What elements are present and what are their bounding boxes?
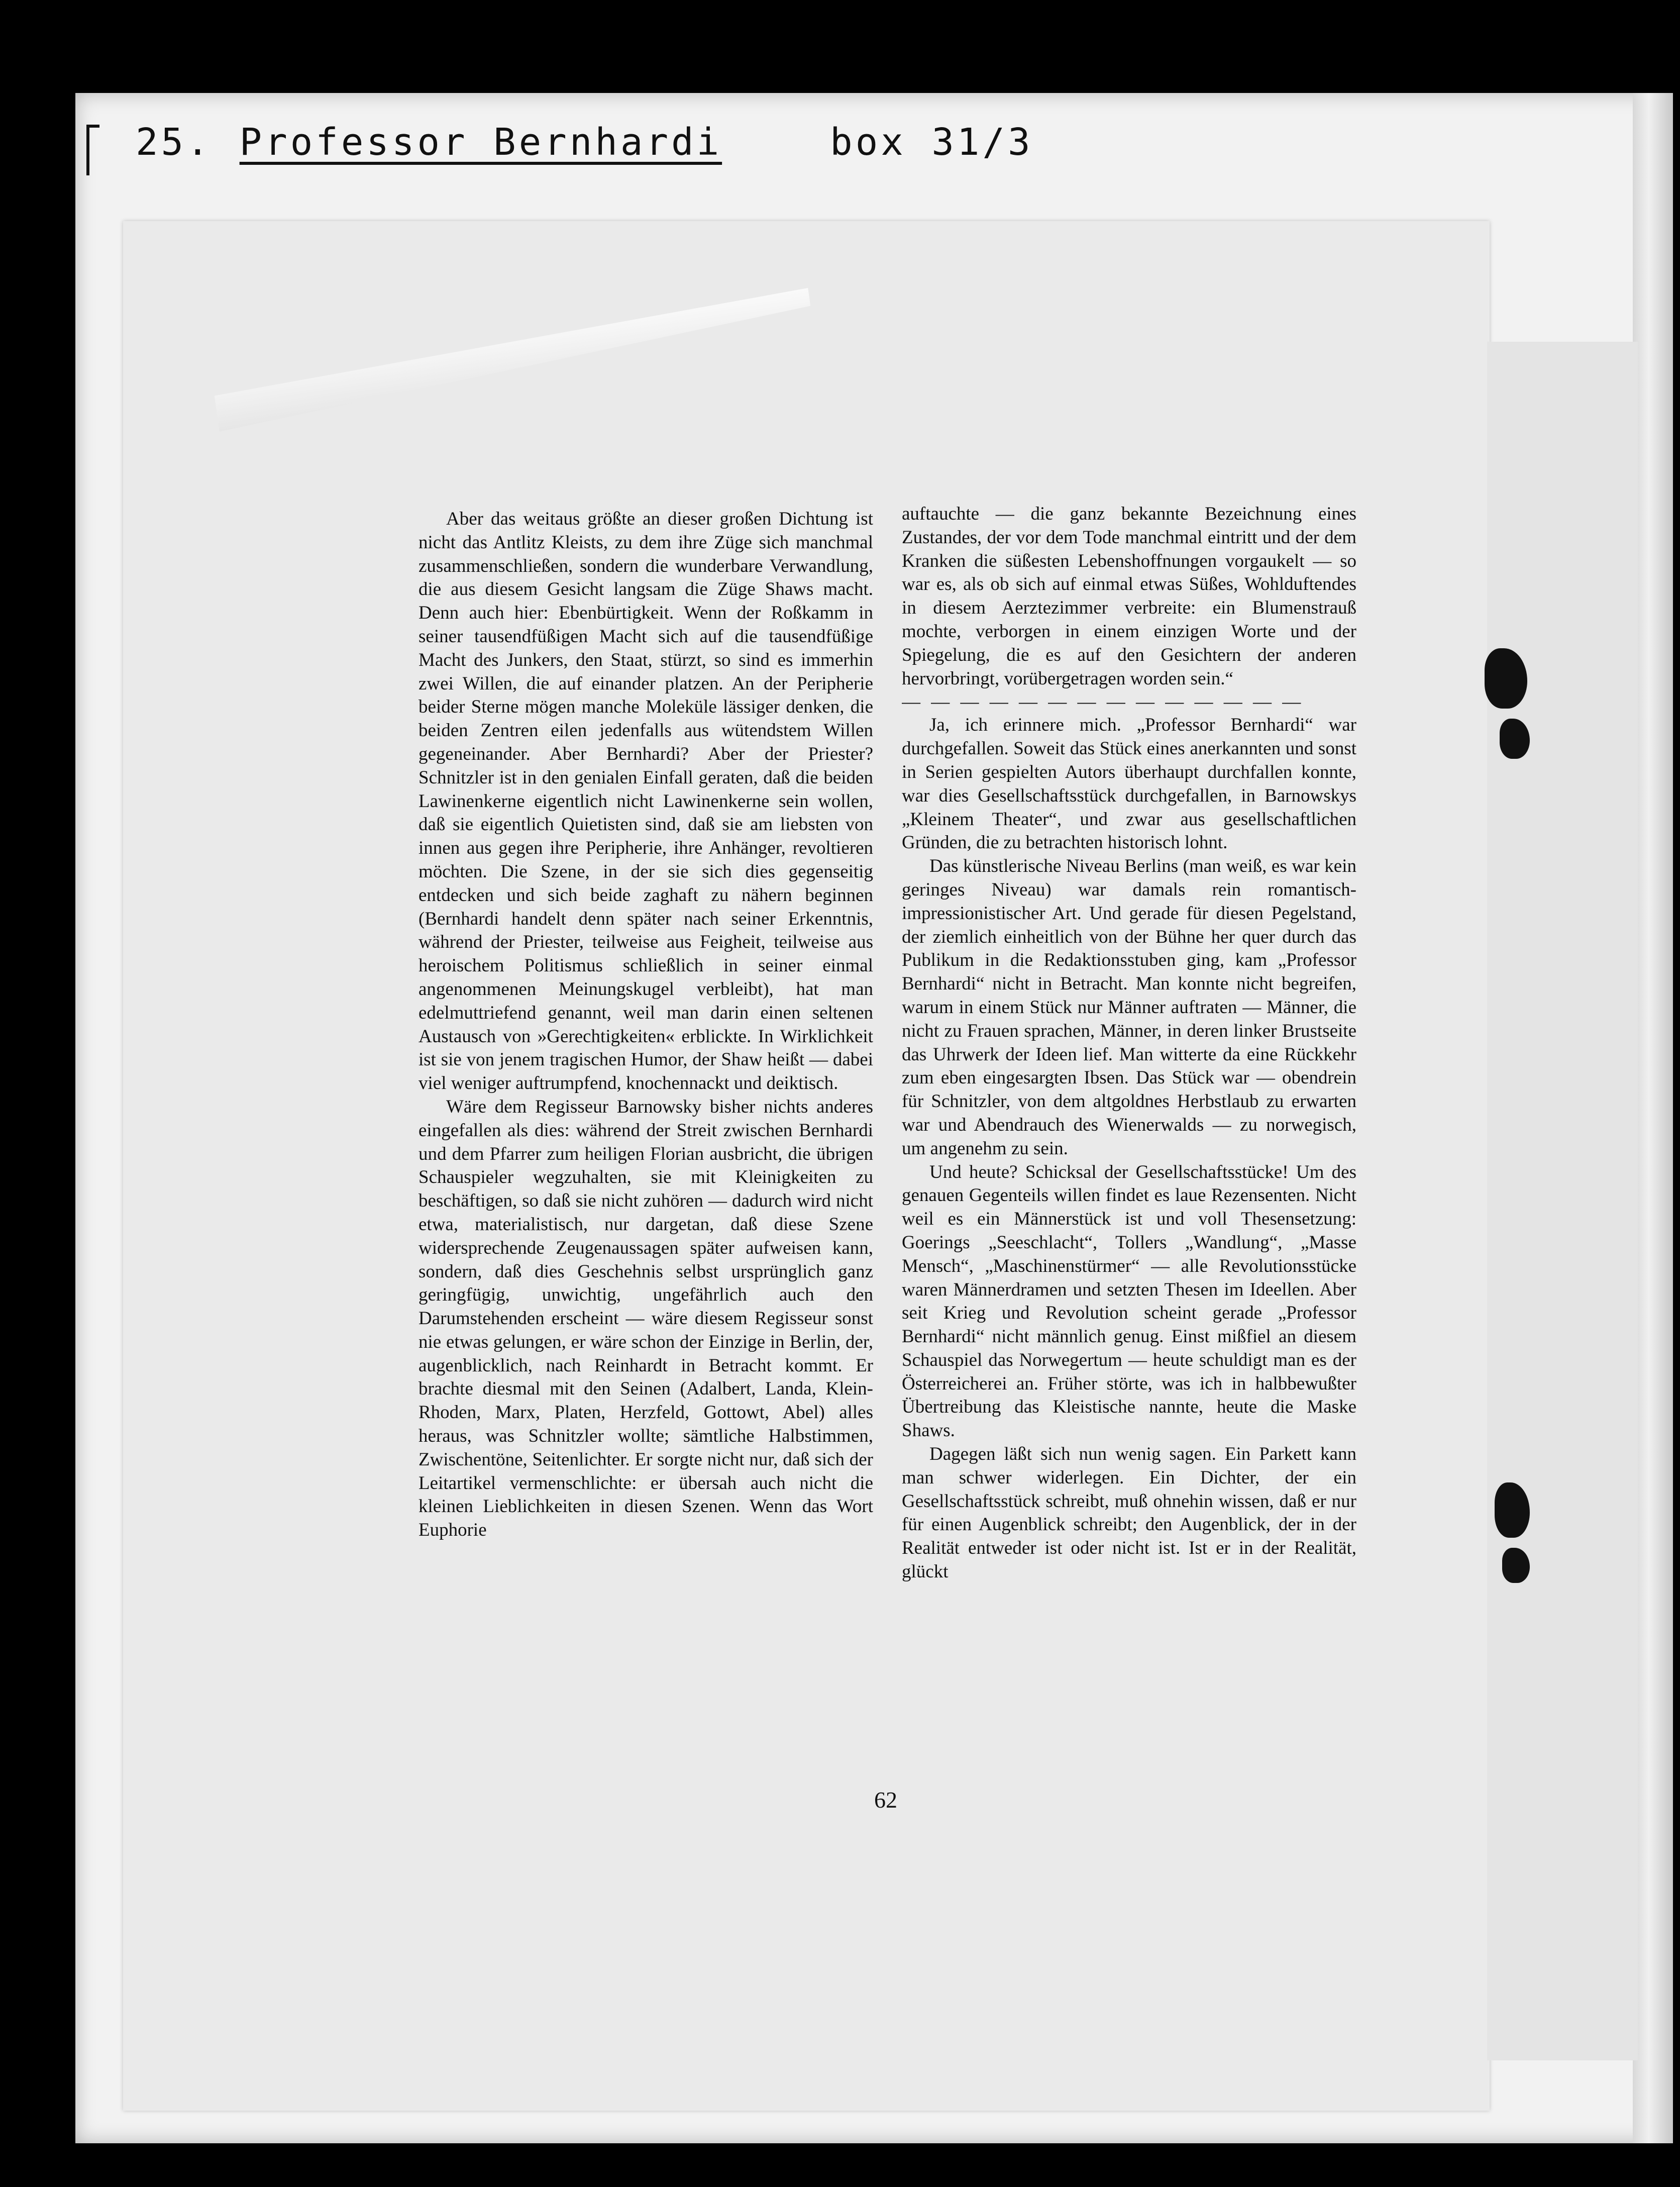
folder-title: Professor Bernhardi — [239, 121, 722, 164]
right-column — [902, 503, 1356, 1584]
mount-edge — [1633, 93, 1673, 2143]
page-number: 62 — [874, 1787, 897, 1813]
paragraph: Wäre dem Regisseur Barnowsky bisher nichts anderes eingefallen als dies: während der Streit zwischen Bernhardi und dem Pfarrer zum heiligen Florian ausbricht, die übrigen Schauspieler wegzuhalten, sie mit Kleinigkeiten zu beschäftigen, so daß sie nicht zuhören — dadurch wird nicht etwa, materialistisch, nur dargetan, daß diese Szene widersprechende Zeugenaussagen später aufweisen kann, sondern, daß dies Geschehnis selbst ursprünglich ganz geringfügig, unwichtig, ungefährlich auch den Darumstehenden erscheint — wäre diesem Regisseur sonst nie etwas gelungen, er wäre schon der Einzige in Berlin, der, augenblicklich, nach Reinhardt in Betracht kommt. Er brachte diesmal mit den Seinen (Adalbert, Landa, Klein-Rhoden, Marx, Platen, Herzfeld, Gottowt, Abel) alles heraus, was Schnitzler wollte; sämtliche Halbstimmen, Zwischentöne, Seitenlichter. Er sorgte nicht nur, daß sich der Leitartikel vermenschlichte: er übersah auch nicht die kleinen Lieblichkeiten in diesen Szenen. Wenn das Wort Euphorie — [418, 1096, 873, 1541]
paragraph: Das künstlerische Niveau Berlins (man weiß, es war kein geringes Niveau) war damals rein romantisch-impressionistischer Art. Und gerade für diesen Pegelstand, der ziemlich einheitlich von der Bühne her quer durch das Publikum in die Redaktionsstuben ging, kam „Professor Bernhardi“ nicht in Betracht. Man konnte nicht begreifen, warum in einem Stück nur Männer auftraten — Männer, die nicht zu Frauen sprachen, Männer, in deren linker Brustseite das Uhrwerk der Ideen lief. Man witterte da eine Rückkehr zum eben eingesargten Ibsen. Das Stück war — obendrein für Schnitzler, von dem altgoldnes Herbstlaub zu erwarten war und Abendrauch des Wienerwalds — zu norwegisch, um angenehm zu sein. — [902, 856, 1356, 1159]
paragraph: Dagegen läßt sich nun wenig sagen. Ein Parkett kann man schwer widerlegen. Ein Dichter, der ein Gesellschaftsstück schreibt, muß ohnehin wissen, daß er nur für einen Augenblick schreibt; den Augenblick, der in der Realität entweder ist oder nicht ist. Ist er in der Realität, glückt — [902, 1444, 1356, 1582]
paragraph: Und heute? Schicksal der Gesellschaftsstücke! Um des genauen Gegenteils willen findet es laue Rezensenten. Nicht weil es ein Männerstück ist und voll Thesensetzung: Goerings „Seeschlacht“, Tollers „Wandlung“, „Masse Mensch“, „Maschinenstürmer“ — alle Revolutionsstücke waren Männerdramen und setzten Thesen im Ideellen. Aber seit Krieg und Revolution scheint gerade „Professor Bernhardi“ nicht männlich genug. Einst mißfiel an diesem Schauspiel das Norwegertum — heute schuldigt man es der Österreicherei an. Früher störte, was ich in halbbewußter Übertreibung das Kleistische nannte, heute die Maske Shaws. — [902, 1161, 1356, 1441]
corner-mark — [86, 125, 99, 175]
left-column — [418, 508, 873, 1542]
section-divider: — — — — — — — — — — — — — — — [902, 691, 1304, 713]
folder-number: 25. — [136, 121, 212, 164]
box-label: box 31/3 — [830, 121, 1033, 164]
paragraph: Aber das weitaus größte an dieser großen Dichtung ist nicht das Antlitz Kleists, zu dem ihre Züge sich manchmal zusammenschließen, sondern die wunderbare Verwandlung, die aus diesem Gesicht langsam die Züge Shaws macht. Denn auch hier: Ebenbürtigkeit. Wenn der Roßkamm in seiner tausendfüßigen Macht sich auf die tausendfüßige Macht des Junkers, den Staat, stürzt, so sind es immerhin zwei Willen, die auf einander platzen. An der Peripherie beider Sterne mögen manche Moleküle lässiger denken, die beiden Zentren eilen jedenfalls aus wütendstem Willen gegeneinander. Aber Bernhardi? Aber der Priester? Schnitzler ist in den genialen Einfall geraten, daß die beiden Lawinenkerne eigentlich nicht Lawinenkerne sein wollen, daß sie eigentlich Quietisten sind, daß sie am liebsten von innen aus gegen ihre Peripherie, ihre Anhänger, revoltieren möchten. Die Szene, in der sie sich dies gegenseitig entdecken und sich beide zaghaft zu nähern beginnen (Bernhardi handelt denn später nach seiner Erkenntnis, während der Priester, teilweise aus Feigheit, teilweise aus heroischem Politismus schließlich in seiner einmal angenommenen Meinungskugel verbleibt), hat man edelmuttriefend genannt, weil man darin einen seltenen Austausch von »Gerechtigkeiten« erblickte. In Wirklichkeit ist sie von jenem tragischen Humor, der Shaw heißt — dabei viel weniger auftrumpfend, knochennackt und deiktisch. — [418, 509, 873, 1094]
backing-panel — [1487, 342, 1638, 2060]
paragraph: auftauchte — die ganz bekannte Bezeichnung eines Zustandes, der vor dem Tode manchmal eintritt und der dem Kranken die süßesten Lebenshoffnungen vorgaukelt — so war es, als ob sich auf einmal etwas Süßes, Wohlduftendes in diesem Aerztezimmer verbreite: ein Blumenstrauß mochte, verborgen in einem einzigen Worte und der Spiegelung, die es auf den Gesichtern der anderen hervorbringt, vorübergetragen worden sein.“ — [902, 504, 1356, 689]
paragraph: Ja, ich erinnere mich. „Professor Bernhardi“ war durchgefallen. Soweit das Stück eines anerkannten und sonst in Serien gespielten Autors überhaupt durchfallen konnte, war dies Gesellschaftsstück durchgefallen, in Barnowskys „Kleinem Theater“, und zwar aus gesellschaftlichen Gründen, die zu betrachten historisch lohnt. — [902, 715, 1356, 853]
archive-header — [136, 121, 1033, 176]
